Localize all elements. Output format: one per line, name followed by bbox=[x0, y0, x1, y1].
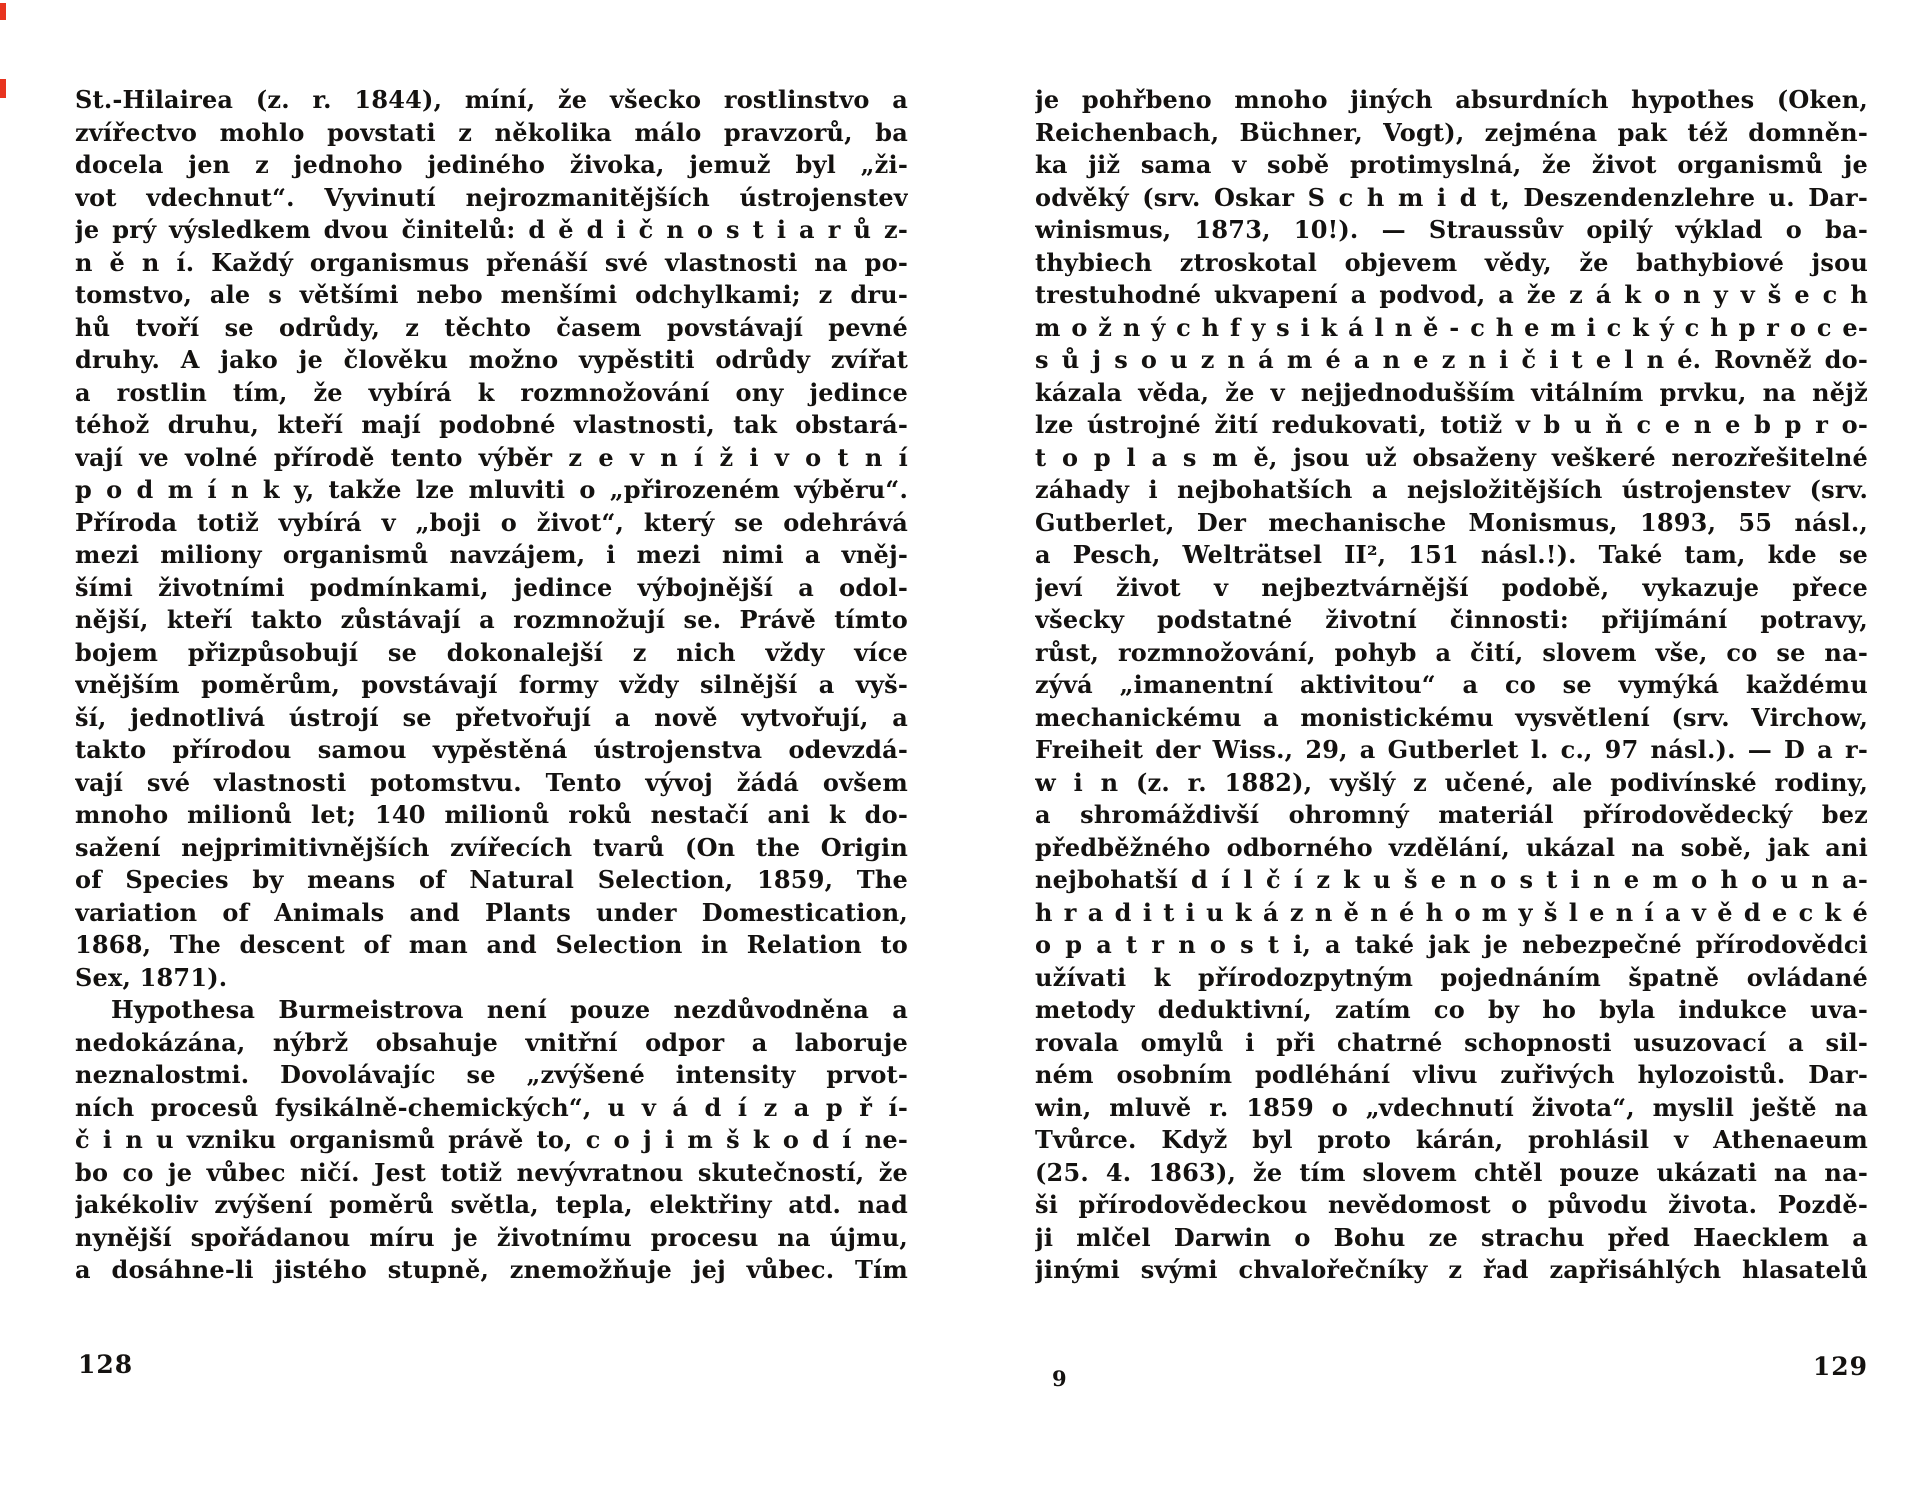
text-line: č i n u vzniku organismů právě to, c o j i m š k o d í ne- bbox=[75, 1125, 908, 1154]
text-line: tomstvo, ale s většími nebo menšími odchylkami; z dru- bbox=[75, 280, 908, 309]
text-line: nější, kteří takto zůstávají a rozmnožují se. Právě tímto bbox=[75, 605, 908, 634]
text-line: Hypothesa Burmeistrova není pouze nezdůvodněna a bbox=[111, 995, 908, 1024]
text-line: je prý výsledkem dvou činitelů: d ě d i č n o s t i a r ů z- bbox=[75, 215, 908, 244]
text-line: t o p l a s m ě, jsou už obsaženy veškeré nerozřešitelné bbox=[1035, 442, 1868, 472]
left-page-text bbox=[75, 84, 908, 1287]
text-line: metody deduktivní, zatím co by ho byla indukce uva- bbox=[1035, 995, 1868, 1024]
text-line: docela jen z jednoho jediného živoka, jemuž byl „ži- bbox=[75, 150, 908, 179]
text-line: 1868, The descent of man and Selection in Relation to bbox=[75, 930, 908, 959]
text-line: mezi miliony organismů navzájem, i mezi nimi a vněj- bbox=[75, 540, 908, 569]
text-line: thybiech ztroskotal objevem vědy, že bathybiové jsou bbox=[1035, 247, 1868, 277]
text-line: m o ž n ý c h f y s i k á l n ě - c h e m i c k ý c h p r o c e- bbox=[1035, 312, 1868, 342]
text-line: ji mlčel Darwin o Bohu ze strachu před Haecklem a bbox=[1035, 1222, 1868, 1252]
text-line: neznalostmi. Dovolávajíc se „zvýšené intensity prvot- bbox=[75, 1060, 908, 1089]
text-line: (25. 4. 1863), že tím slovem chtěl pouze ukázati na na- bbox=[1035, 1157, 1868, 1187]
text-line: je pohřbeno mnoho jiných absurdních hypothes (Oken, bbox=[1035, 85, 1868, 114]
text-line: win, mluvě r. 1859 o „vdechnutí života“, myslil ještě na bbox=[1035, 1092, 1868, 1122]
text-line: Gutberlet, Der mechanische Monismus, 1893, 55 násl., bbox=[1035, 507, 1868, 537]
text-line: variation of Animals and Plants under Domestication, bbox=[75, 897, 908, 927]
right-page-number: 129 bbox=[1812, 1352, 1868, 1381]
scan-edge-mark bbox=[0, 3, 6, 20]
text-line: w i n (z. r. 1882), vyšlý z učené, ale podivínské rodiny, bbox=[1035, 767, 1868, 797]
text-line: sažení nejprimitivnějších zvířecích tvarů (On the Origin bbox=[75, 832, 908, 862]
text-line: kázala věda, že v nejjednodušším vitálním prvku, na nějž bbox=[1035, 377, 1868, 407]
text-line: rovala omylů i při chatrné schopnosti usuzovací a sil- bbox=[1035, 1027, 1868, 1057]
printer-signature-mark: 9 bbox=[1052, 1366, 1068, 1391]
text-line: mnoho milionů let; 140 milionů roků nestačí ani k do- bbox=[75, 800, 908, 829]
text-line: trestuhodné ukvapení a podvod, a že z á k o n y v š e c h bbox=[1035, 280, 1868, 309]
text-line: winismus, 1873, 10!). — Straussův opilý výklad o ba- bbox=[1035, 215, 1868, 244]
scan-edge-mark bbox=[0, 79, 6, 98]
text-line: zývá „imanentní aktivitou“ a co se vymýká každému bbox=[1035, 670, 1868, 699]
text-line: Sex, 1871). bbox=[75, 962, 228, 992]
text-line: ném osobním podléhání vlivu zuřivých hylozoistů. Dar- bbox=[1035, 1060, 1868, 1089]
text-line: Příroda totiž vybírá v „boji o život“, který se odehrává bbox=[75, 507, 908, 537]
text-line: of Species by means of Natural Selection, 1859, The bbox=[75, 865, 908, 894]
text-line: nynější spořádanou míru je životnímu procesu na újmu, bbox=[75, 1222, 908, 1252]
text-line: hů tvoří se odrůdy, z těchto časem povstávají pevné bbox=[75, 312, 908, 342]
text-line: užívati k přírodozpytným pojednáním špatně ovládané bbox=[1035, 962, 1868, 992]
text-line: n ě n í. Každý organismus přenáší své vlastnosti na po- bbox=[75, 247, 908, 277]
text-line: bojem přizpůsobují se dokonalejší z nich vždy více bbox=[75, 637, 908, 667]
text-line: záhady i nejbohatších a nejsložitějších ústrojenstev (srv. bbox=[1035, 475, 1868, 504]
text-line: předběžného odborného vzdělání, ukázal na sobě, jak ani bbox=[1035, 832, 1868, 862]
text-line: Reichenbach, Büchner, Vogt), zejména pak též domněn- bbox=[1035, 117, 1868, 147]
text-line: o p a t r n o s t i, a také jak je nebezpečné přírodovědci bbox=[1035, 930, 1868, 959]
right-page-text bbox=[1035, 84, 1868, 1287]
text-line: s ů j s o u z n á m é a n e z n i č i t e l n é. Rovněž do- bbox=[1035, 345, 1868, 374]
text-line: a rostlin tím, že vybírá k rozmnožování ony jedince bbox=[75, 377, 908, 407]
text-line: druhy. A jako je člověku možno vypěstiti odrůdy zvířat bbox=[75, 345, 908, 374]
text-line: a dosáhne-li jistého stupně, znemožňuje jej vůbec. Tím bbox=[75, 1255, 908, 1284]
text-line: téhož druhu, kteří mají podobné vlastnosti, tak obstará- bbox=[75, 410, 908, 439]
text-line: zvířectvo mohlo povstati z několika málo pravzorů, ba bbox=[75, 117, 908, 147]
text-line: vot vdechnut“. Vyvinutí nejrozmanitějších ústrojenstev bbox=[75, 182, 908, 212]
text-line: St.-Hilairea (z. r. 1844), míní, že všecko rostlinstvo a bbox=[75, 85, 908, 114]
text-line: p o d m í n k y, takže lze mluviti o „přirozeném výběru“. bbox=[75, 475, 908, 504]
text-line: ši přírodovědeckou nevědomost o původu života. Pozdě- bbox=[1035, 1190, 1868, 1219]
text-line: vají ve volné přírodě tento výběr z e v n í ž i v o t n í bbox=[75, 442, 908, 472]
text-line: ší, jednotlivá ústrojí se přetvořují a nově vytvořují, a bbox=[75, 702, 908, 732]
text-line: lze ústrojné žití redukovati, totiž v b u ň c e n e b p r o- bbox=[1035, 410, 1868, 439]
text-line: jakékoliv zvýšení poměrů světla, tepla, elektřiny atd. nad bbox=[75, 1190, 908, 1219]
text-line: jeví život v nejbeztvárnější podobě, vykazuje přece bbox=[1035, 572, 1868, 602]
text-line: a shromáždivší ohromný materiál přírodovědecký bez bbox=[1035, 800, 1868, 829]
text-line: ka již sama v sobě protimyslná, že život organismů je bbox=[1035, 150, 1868, 179]
text-line: h r a d i t i u k á z n ě n é h o m y š l e n í a v ě d e c k é bbox=[1035, 897, 1868, 927]
text-line: nejbohatší d í l č í z k u š e n o s t i n e m o h o u n a- bbox=[1035, 865, 1868, 894]
text-line: nedokázána, nýbrž obsahuje vnitřní odpor a laboruje bbox=[75, 1027, 908, 1057]
text-line: odvěký (srv. Oskar S c h m i d t, Deszendenzlehre u. Dar- bbox=[1035, 182, 1868, 212]
text-line: mechanickému a monistickému vysvětlení (srv. Virchow, bbox=[1035, 702, 1868, 732]
left-page-number: 128 bbox=[78, 1350, 134, 1379]
text-line: růst, rozmnožování, pohyb a čití, slovem vše, co se na- bbox=[1035, 637, 1868, 667]
text-line: jinými svými chvalořečníky z řad zapřisáhlých hlasatelů bbox=[1035, 1255, 1868, 1284]
text-line: a Pesch, Welträtsel II², 151 násl.!). Také tam, kde se bbox=[1035, 540, 1868, 569]
text-line: takto přírodou samou vypěstěná ústrojenstva odevzdá- bbox=[75, 735, 908, 764]
text-line: ních procesů fysikálně-chemických“, u v á d í z a p ř í- bbox=[75, 1092, 908, 1122]
text-line: šími životními podmínkami, jedince výbojnější a odol- bbox=[75, 572, 908, 602]
text-line: bo co je vůbec ničí. Jest totiž nevývratnou skutečností, že bbox=[75, 1157, 908, 1187]
text-line: Tvůrce. Když byl proto kárán, prohlásil v Athenaeum bbox=[1035, 1125, 1868, 1154]
text-line: Freiheit der Wiss., 29, a Gutberlet l. c., 97 násl.). — D a r- bbox=[1035, 735, 1868, 764]
text-line: všecky podstatné životní činnosti: přijímání potravy, bbox=[1035, 605, 1868, 634]
text-line: vnějším poměrům, povstávají formy vždy silnější a vyš- bbox=[75, 670, 908, 699]
text-line: vají své vlastnosti potomstvu. Tento vývoj žádá ovšem bbox=[75, 767, 908, 797]
